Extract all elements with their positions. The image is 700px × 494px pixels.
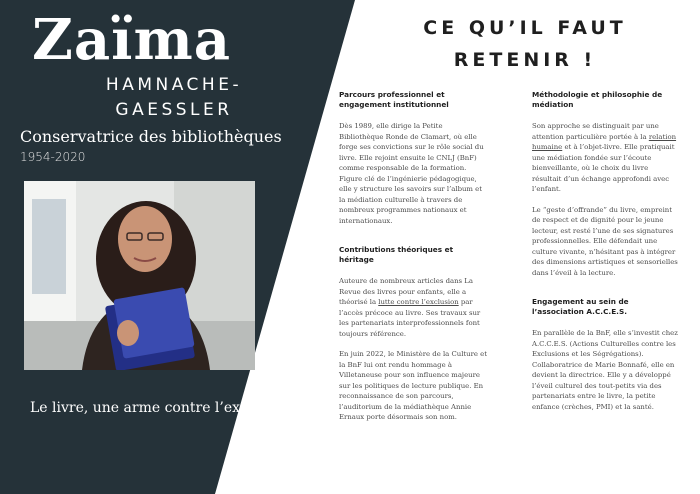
portrait-photo — [24, 181, 255, 370]
paragraph-acces: En parallèle de la BnF, elle s’investit chez A.C.C.E.S. (Actions Culturelles contre les Exclusions et les Ségrégations). Collaboratrice de Marie Bonnafé, elle en devient la directrice. Elle y a développé l’éveil culturel des tout-petits via des partenariats entre le livre, la petite enfance (crèches, PMI) et la santé. — [532, 329, 678, 411]
paragraph-methodologie-2: Le “geste d’offrande” du livre, empreint de respect et de dignité pour le jeune lecteur, est resté l’une de ses signatures professionnelles. Elle défendait une culture vivante, n’hésitant pas à intégrer des dimensions artistiques et sensorielles dans l’éveil à la lecture. — [532, 205, 678, 277]
paragraph-text: par l’accès précoce au livre. Ses travaux sur les partenariats interprofessionnels font toujours référence. — [339, 298, 481, 338]
left-column — [339, 90, 489, 423]
headline: CE QU’IL FAUT RETENIR ! — [423, 17, 627, 71]
role: Conservatrice des bibliothèques — [20, 127, 282, 146]
paragraph-parcours: Dès 1989, elle dirige la Petite Bibliothèque Ronde de Clamart, où elle forge ses convictions sur le rôle social du livre. Elle rejoint ensuite le CNLJ (BnF) comme responsable de la formation. Figure clé de l’ingénierie pédagogique, elle y structure les savoirs sur l’album et la médiation culturelle à travers de nombreux programmes nationaux et internationaux. — [339, 122, 484, 225]
portrait-illustration — [24, 181, 255, 370]
section-title-parcours: Parcours professionnel et engagement institutionnel — [339, 90, 449, 109]
section-title-methodologie: Méthodologie et philosophie de médiation — [532, 90, 663, 109]
paragraph-text: Auteure de nombreux articles dans La Revue des livres pour enfants, elle a théorisé la — [339, 277, 473, 306]
section-title-acces: Engagement au sein de l’association A.C.C.E.S. — [532, 297, 629, 316]
underlined-phrase: relation humaine — [532, 132, 677, 151]
last-name: HAMNACHE-GAESSLER — [105, 75, 243, 120]
underlined-phrase: lutte contre l’exclusion — [378, 298, 459, 306]
paragraph-contributions-2: En juin 2022, le Ministère de la Culture et la BnF lui ont rendu hommage à Villetaneuse pour son influence majeure sur les politiques de lecture publique. En reconnaissance de son parcours, l’auditorium de la médiathèque Annie Ernaux porte désormais son nom. — [339, 350, 488, 421]
motto: Le livre, une arme contre l’exclusion — [30, 400, 291, 416]
paragraph-text: Son approche se distinguait par une attention particulière portée à la — [532, 122, 659, 141]
paragraph-contributions-1 — [339, 276, 489, 339]
section-title-contributions: Contributions théoriques et héritage — [339, 245, 454, 264]
right-column — [532, 90, 679, 412]
years: 1954-2020 — [20, 150, 86, 164]
paragraph-text: et à l’objet-livre. Elle pratiquait une médiation fondée sur l’écoute bienveillante, où le choix du livre résultait d’un échange approfondi avec l’enfant. — [532, 143, 675, 193]
first-name: Zaïma — [32, 7, 231, 73]
paragraph-methodologie-1 — [532, 121, 679, 195]
